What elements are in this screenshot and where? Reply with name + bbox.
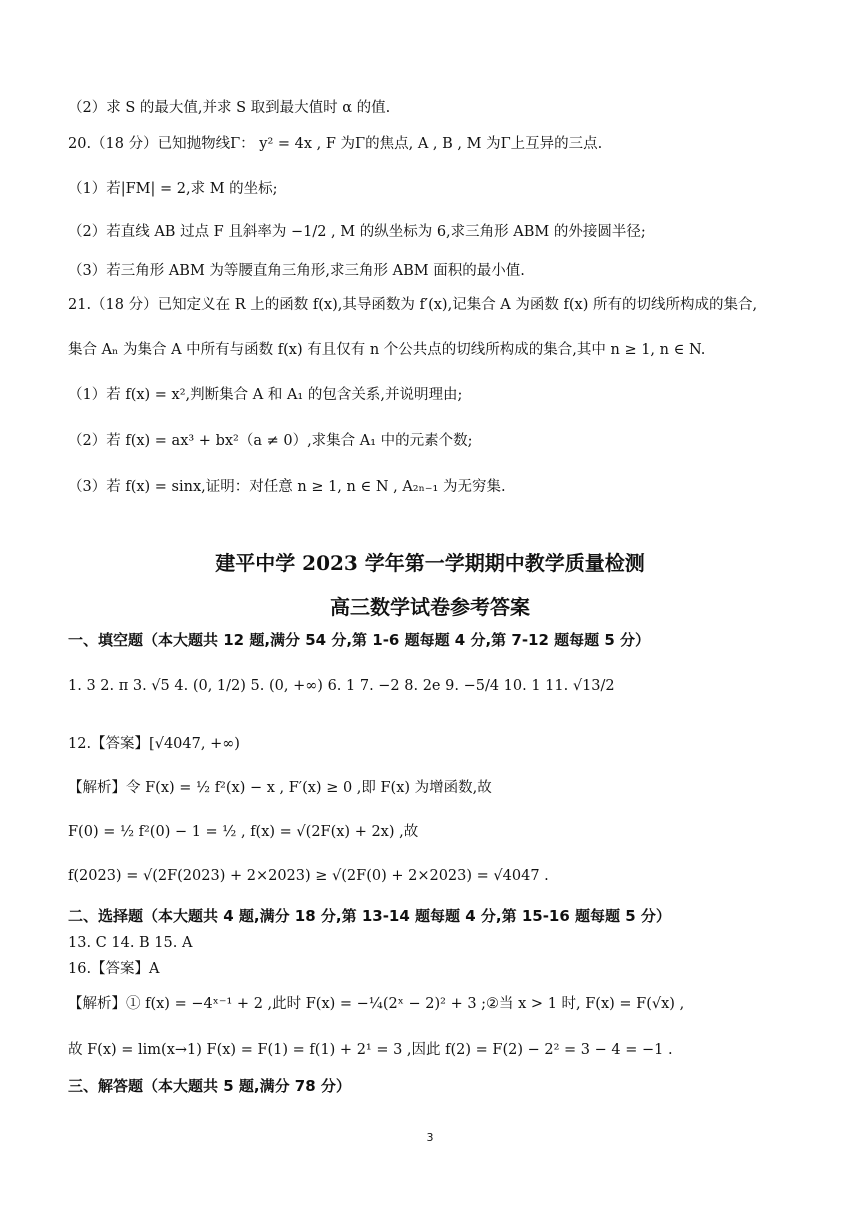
q20-part3: （3）若三角形 ABM 为等腰直角三角形,求三角形 ABM 面积的最小值. — [68, 263, 525, 279]
section-choice-heading: 二、选择题（本大题共 4 题,满分 18 分,第 13-14 题每题 4 分,第 15-16 题每题 5 分） — [68, 907, 671, 925]
q12-solution-line3: f(2023) = √(2F(2023) + 2×2023) ≥ √(2F(0) + 2×2023) = √4047 . — [68, 868, 549, 884]
q20-part1: （1）若|FM| = 2,求 M 的坐标; — [68, 181, 278, 197]
answer-subtitle: 高三数学试卷参考答案 — [330, 595, 530, 619]
q12-solution-line2: F(0) = ½ f²(0) − 1 = ½ , f(x) = √(2F(x) + 2x) ,故 — [68, 824, 419, 840]
q21-stem-2: 集合 Aₙ 为集合 A 中所有与函数 f(x) 有且仅有 n 个公共点的切线所构成的集合,其中 n ≥ 1, n ∈ N. — [68, 342, 706, 358]
section-solutions-heading: 三、解答题（本大题共 5 题,满分 78 分） — [68, 1077, 351, 1095]
page-number: 3 — [426, 1131, 434, 1144]
q21-part3: （3）若 f(x) = sinx,证明：对任意 n ≥ 1, n ∈ N , A₂ₙ₋₁ 为无穷集. — [68, 479, 506, 495]
answer-title: 建平中学 2023 学年第一学期期中教学质量检测 — [215, 551, 645, 575]
q20-stem: 20.（18 分）已知抛物线Γ： y² = 4x , F 为Γ的焦点, A , B , M 为Γ上互异的三点. — [68, 136, 603, 152]
q12-answer: 12.【答案】[√4047, +∞) — [68, 736, 240, 752]
q12-solution-line1: 【解析】令 F(x) = ½ f²(x) − x , F′(x) ≥ 0 ,即 F(x) 为增函数,故 — [68, 780, 492, 796]
section-fill-in-heading: 一、填空题（本大题共 12 题,满分 54 分,第 1-6 题每题 4 分,第 7-12 题每题 5 分） — [68, 631, 651, 649]
q21-part1: （1）若 f(x) = x²,判断集合 A 和 A₁ 的包含关系,并说明理由; — [68, 387, 463, 403]
q16-answer: 16.【答案】A — [68, 961, 160, 977]
q19-part2: （2）求 S 的最大值,并求 S 取到最大值时 α 的值. — [68, 100, 391, 116]
q20-part2: （2）若直线 AB 过点 F 且斜率为 −1/2 , M 的纵坐标为 6,求三角形 ABM 的外接圆半径; — [68, 224, 646, 240]
q16-solution-line1: 【解析】① f(x) = −4ˣ⁻¹ + 2 ,此时 F(x) = −¼(2ˣ − 2)² + 3 ;②当 x > 1 时, F(x) = F(√x) , — [68, 996, 685, 1012]
q16-solution-line2: 故 F(x) = lim(x→1) F(x) = F(1) = f(1) + 2¹ = 3 ,因此 f(2) = F(2) − 2² = 3 − 4 = −1 . — [68, 1042, 673, 1058]
q21-part2: （2）若 f(x) = ax³ + bx²（a ≠ 0）,求集合 A₁ 中的元素个数; — [68, 433, 473, 449]
fill-in-answers: 1. 3 2. π 3. √5 4. (0, 1/2) 5. (0, +∞) 6. 1 7. −2 8. 2e 9. −5/4 10. 1 11. √13/2 — [68, 678, 615, 694]
q21-stem: 21.（18 分）已知定义在 R 上的函数 f(x),其导函数为 f′(x),记集合 A 为函数 f(x) 所有的切线所构成的集合, — [68, 297, 758, 313]
choice-answers: 13. C 14. B 15. A — [68, 935, 193, 951]
